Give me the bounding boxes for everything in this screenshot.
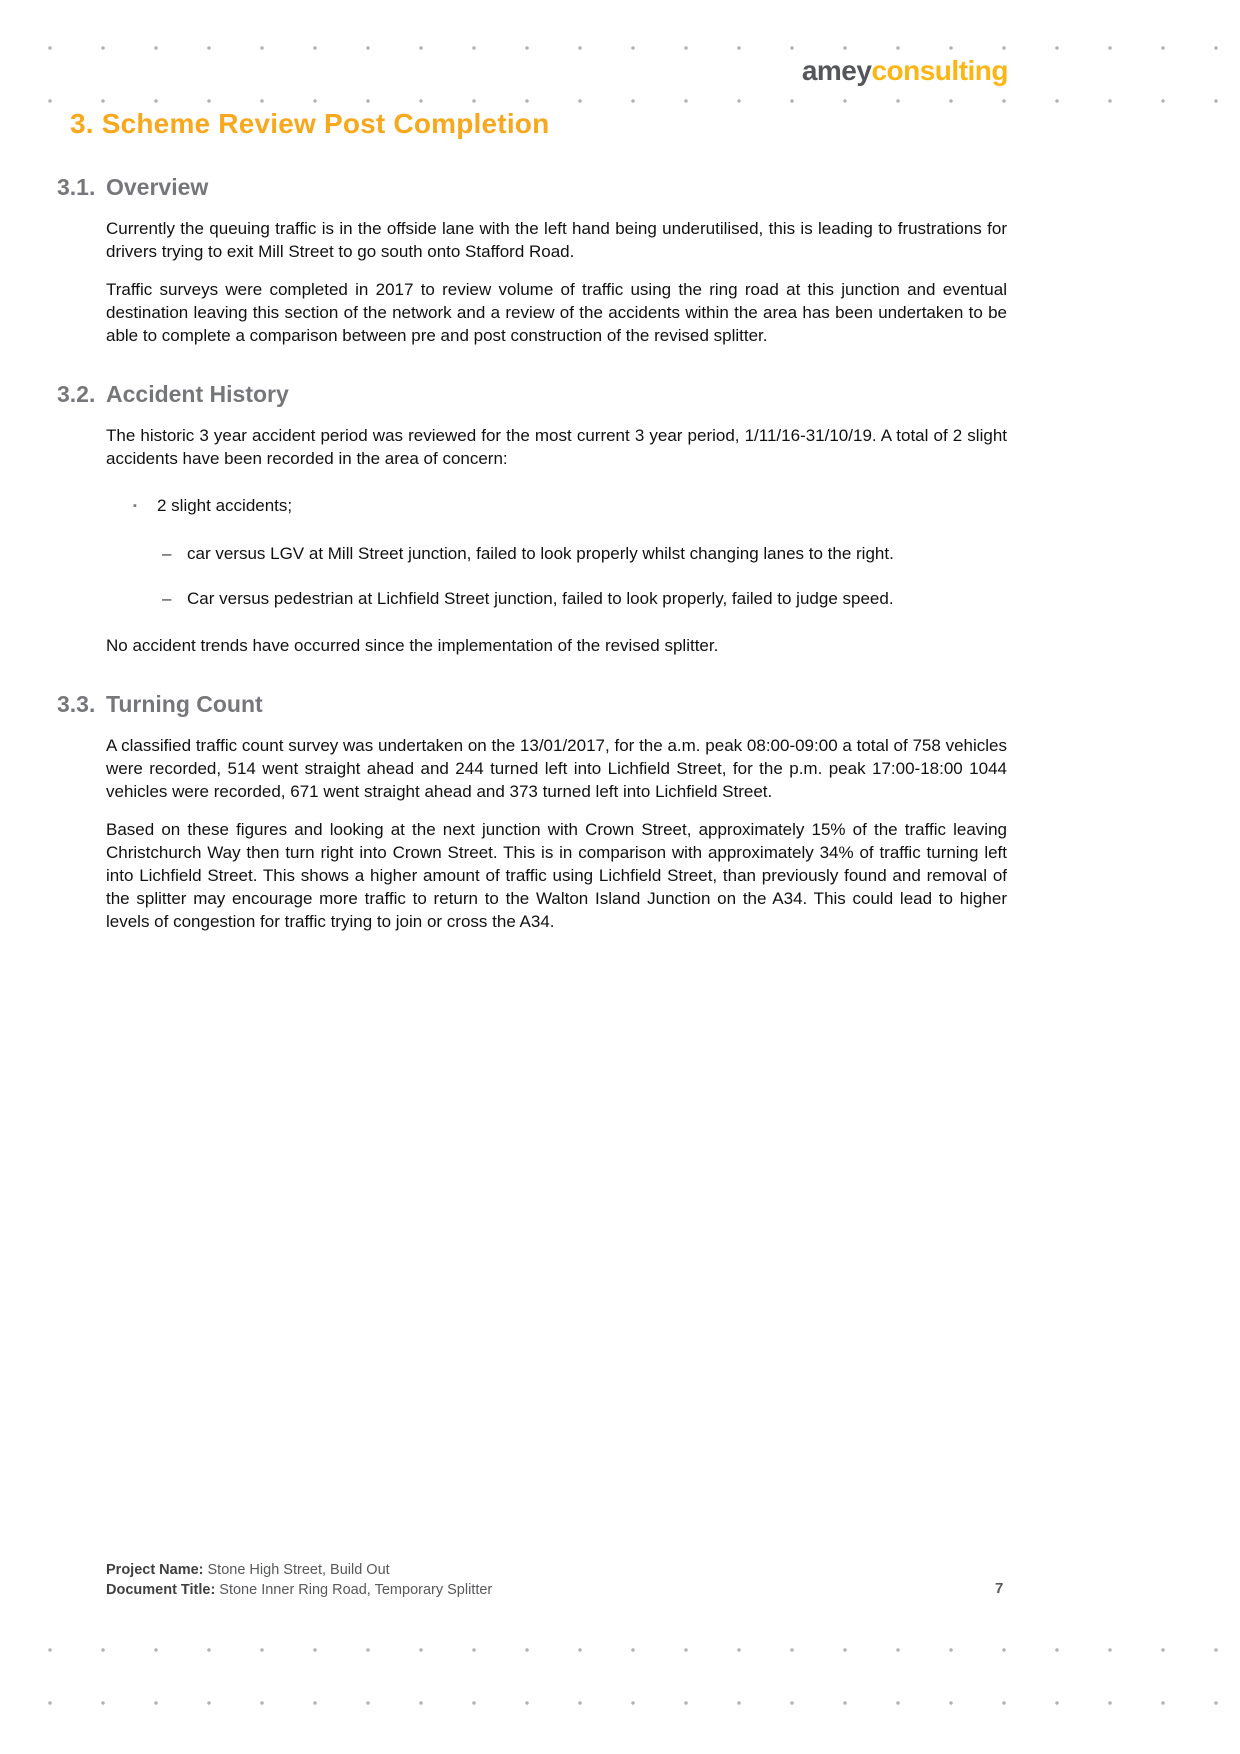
sub-list-item-text: car versus LGV at Mill Street junction, failed to look properly whilst changing lanes to the right.: [187, 544, 894, 563]
section-heading-text: Overview: [106, 174, 209, 200]
section-number: 3.3.: [57, 691, 96, 717]
logo-consulting-text: consulting: [871, 55, 1008, 86]
logo-amey-text: amey: [801, 55, 872, 86]
decorative-dots-row-top-1: [20, 44, 1220, 52]
paragraph: Currently the queuing traffic is in the offside lane with the left hand being underutilised, this is leading to frustrations for drivers trying to exit Mill Street to go south onto Stafford Road.: [106, 219, 1007, 261]
amey-consulting-logo: [802, 55, 1008, 87]
dash-bullet-icon: –: [162, 589, 172, 608]
paragraph: Traffic surveys were completed in 2017 to review volume of traffic using the ring road at this junction and eventual destination leaving this section of the network and a review of the accidents within the area has been undertaken to be able to complete a comparison between pre and post construction of the revised splitter.: [106, 280, 1007, 345]
section-number: 3.2.: [57, 381, 96, 407]
section-overview: [57, 174, 1007, 347]
footer-project-name: [106, 1560, 1007, 1580]
footer-document-title-label: Document Title:: [106, 1582, 216, 1598]
paragraph: Based on these figures and looking at the next junction with Crown Street, approximately 15% of the traffic leaving Christchurch Way then turn right into Crown Street. This is in comparison with approximately 34% of traffic turning left into Lichfield Street. This shows a higher amount of traffic using Lichfield Street, than previously found and removal of the splitter may encourage more traffic to return to the Walton Island Junction on the A34. This could lead to higher levels of congestion for traffic trying to join or cross the A34.: [106, 820, 1007, 931]
document-body: [57, 108, 1007, 948]
section-heading-overview: [57, 174, 1007, 201]
decorative-dots-row-bottom-1: [20, 1646, 1220, 1654]
section-turning-count: [57, 691, 1007, 933]
footer-project-name-label: Project Name:: [106, 1562, 204, 1578]
paragraph: The historic 3 year accident period was reviewed for the most current 3 year period, 1/11/16-31/10/19. A total of 2 slight accidents have been recorded in the area of concern:: [106, 426, 1007, 468]
section-heading-turning-count: [57, 691, 1007, 718]
dash-bullet-icon: –: [162, 544, 172, 563]
paragraph: A classified traffic count survey was undertaken on the 13/01/2017, for the a.m. peak 08:00-09:00 a total of 758 vehicles were recorded, 514 went straight ahead and 244 turned left into Lichfield Street, for the p.m. peak 17:00-18:00 1044 vehicles were recorded, 671 went straight ahead and 373 turned left into Lichfield Street.: [106, 736, 1007, 801]
decorative-dots-row-top-2: [20, 97, 1220, 105]
sub-list-item: [162, 542, 1007, 565]
sub-list-item-text: Car versus pedestrian at Lichfield Street junction, failed to look properly, failed to judge speed.: [187, 589, 894, 608]
section-heading-text: Accident History: [106, 381, 289, 407]
page-footer: [106, 1560, 1007, 1600]
footer-document-title-value: Stone Inner Ring Road, Temporary Splitter: [219, 1582, 493, 1598]
footer-document-title: [106, 1580, 1007, 1600]
section-heading-text: Turning Count: [106, 691, 263, 717]
paragraph: No accident trends have occurred since the implementation of the revised splitter.: [106, 636, 719, 655]
page-title: 3. Scheme Review Post Completion: [70, 108, 550, 139]
footer-project-name-value: Stone High Street, Build Out: [207, 1562, 390, 1578]
list-item-text: 2 slight accidents;: [157, 496, 293, 515]
section-heading-accident-history: [57, 381, 1007, 408]
section-accident-history: [57, 381, 1007, 657]
section-number: 3.1.: [57, 174, 96, 200]
sub-list-item: [162, 587, 1007, 610]
list-item: [133, 494, 1007, 518]
page-number: 7: [995, 1580, 1004, 1597]
decorative-dots-row-bottom-2: [20, 1699, 1220, 1707]
square-bullet-icon: ▪: [133, 500, 137, 512]
